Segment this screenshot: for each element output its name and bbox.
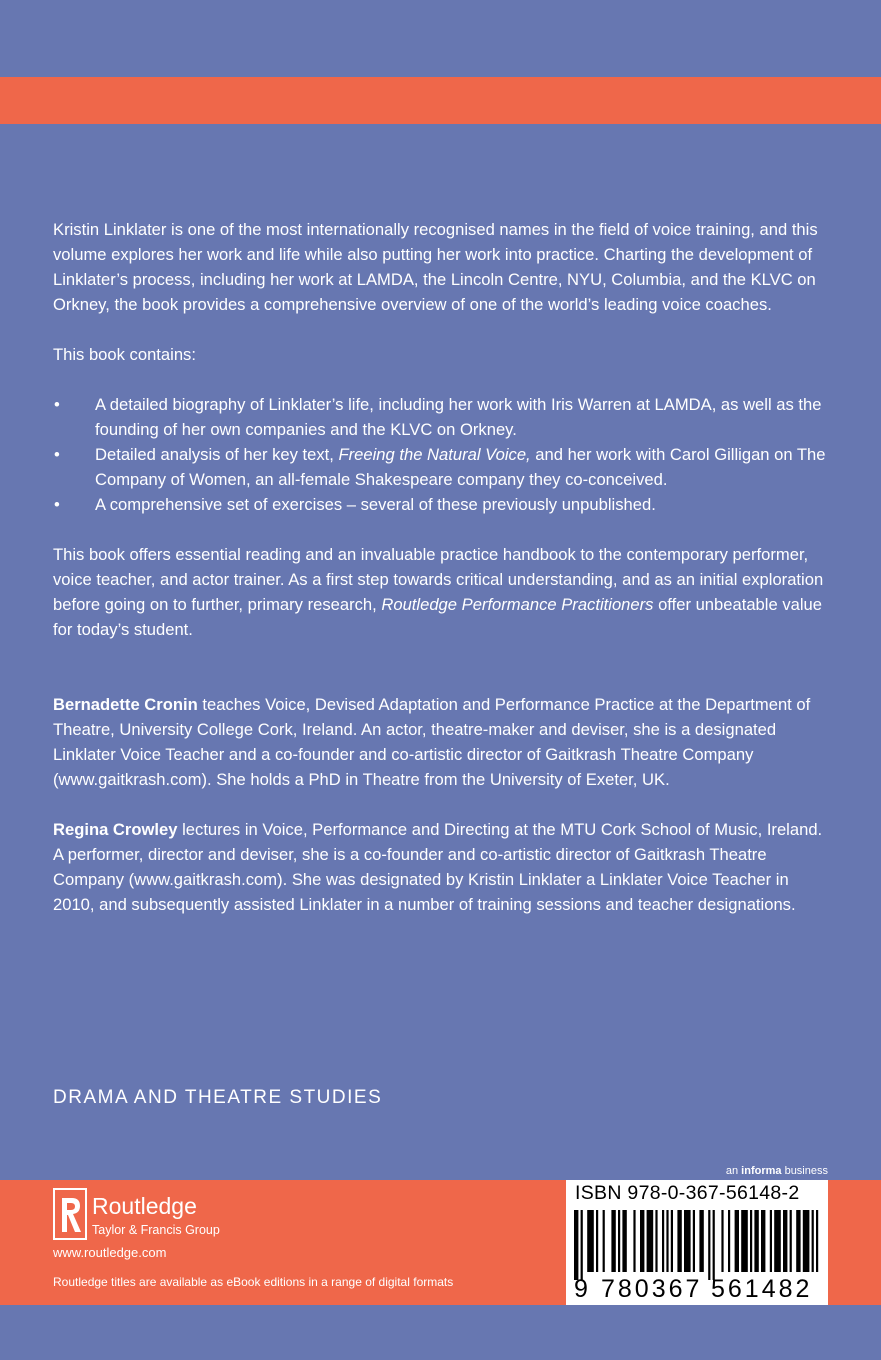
top-color-band bbox=[0, 77, 881, 124]
barcode-bar bbox=[647, 1210, 654, 1272]
barcode-bars bbox=[566, 1210, 828, 1280]
author-bio-cronin-text: teaches Voice, Devised Adaptation and Performance Practice at the Department of Theatre, University College Cork, Ireland. An actor, theatre-maker and deviser, she is a designated Linklater Voice Teacher and a co-founder and co-artistic director of Gaitkrash Theatre Company (www.gaitkrash.com). She holds a PhD in Theatre from the University of Exeter, UK. bbox=[53, 695, 811, 789]
informa-post: business bbox=[781, 1165, 828, 1177]
informa-tagline bbox=[726, 1165, 828, 1177]
barcode-bar bbox=[750, 1210, 752, 1272]
barcode-bar bbox=[812, 1210, 814, 1272]
intro-paragraph: Kristin Linklater is one of the most internationally recognised names in the field of voice training, and this volume explores her work and life while also putting her work into practice. Charting the development of Linklater’s process, including her work at LAMDA, the Lincoln Centre, NYU, Columbia, and the KLVC on Orkney, the book provides a comprehensive overview of one of the world’s leading voice coaches. bbox=[53, 220, 818, 314]
subject-category: DRAMA AND THEATRE STUDIES bbox=[53, 1087, 383, 1108]
barcode-bar bbox=[671, 1210, 673, 1272]
barcode-bar bbox=[655, 1210, 657, 1272]
author-bio-cronin bbox=[53, 692, 828, 792]
barcode-bar bbox=[761, 1210, 765, 1272]
ebook-note: Routledge titles are available as eBook editions in a range of digital formats bbox=[53, 1275, 454, 1289]
barcode-bar bbox=[693, 1210, 695, 1272]
offers-text-post: offer unbeatable value for today’s student. bbox=[53, 595, 822, 639]
bullet-text-3: A comprehensive set of exercises – several of these previously unpublished. bbox=[95, 495, 656, 514]
back-cover-blurb bbox=[53, 217, 828, 917]
list-item bbox=[53, 492, 828, 517]
list-item bbox=[53, 442, 828, 492]
barcode-bar bbox=[640, 1210, 644, 1272]
barcode-bar bbox=[581, 1210, 583, 1280]
informa-bold: informa bbox=[741, 1165, 782, 1177]
contents-list bbox=[53, 392, 828, 517]
barcode-bar bbox=[574, 1210, 578, 1280]
barcode-bar bbox=[662, 1210, 664, 1272]
barcode-digits bbox=[571, 1275, 826, 1303]
barcode-digits-left: 780367 bbox=[601, 1275, 703, 1303]
barcode-bar bbox=[790, 1210, 792, 1272]
publisher-group: Taylor & Francis Group bbox=[92, 1223, 220, 1237]
author-name-cronin: Bernadette Cronin bbox=[53, 695, 198, 714]
barcode-bar bbox=[618, 1210, 620, 1272]
barcode-digit-first: 9 bbox=[574, 1275, 588, 1303]
barcode-bar bbox=[684, 1210, 691, 1272]
author-name-crowley: Regina Crowley bbox=[53, 820, 178, 839]
series-title-italic: Routledge Performance Practitioners bbox=[381, 595, 654, 614]
barcode-bar bbox=[774, 1210, 781, 1272]
barcode-bar bbox=[728, 1210, 730, 1272]
bullet-text-1: A detailed biography of Linklater’s life, including her work with Iris Warren at LAMDA, as well as the founding of her own companies and the KLVC on Orkney. bbox=[95, 395, 822, 439]
publisher-url: www.routledge.com bbox=[53, 1245, 167, 1260]
publisher-name: Routledge bbox=[92, 1193, 197, 1219]
barcode-bar bbox=[708, 1210, 710, 1280]
barcode-bar bbox=[754, 1210, 758, 1272]
bullet-text-2-post: and her work with Carol Gilligan on The Company of Women, an all-female Shakespeare company they co-conceived. bbox=[95, 445, 826, 489]
barcode-bar bbox=[741, 1210, 748, 1272]
barcode-digits-right: 561482 bbox=[711, 1275, 813, 1303]
book-title-italic: Freeing the Natural Voice, bbox=[338, 445, 531, 464]
barcode-bar bbox=[699, 1210, 703, 1272]
contains-heading: This book contains: bbox=[53, 345, 196, 364]
barcode-bar bbox=[596, 1210, 598, 1272]
barcode-bar bbox=[735, 1210, 739, 1272]
barcode-bar bbox=[770, 1210, 772, 1272]
routledge-logo-icon bbox=[53, 1188, 87, 1240]
barcode-bar bbox=[611, 1210, 615, 1272]
barcode-bar bbox=[783, 1210, 787, 1272]
informa-pre: an bbox=[725, 1165, 742, 1177]
barcode-bar bbox=[666, 1210, 668, 1272]
isbn-label: ISBN 978-0-367-56148-2 bbox=[575, 1182, 800, 1204]
barcode-bar bbox=[796, 1210, 800, 1272]
barcode-bar bbox=[622, 1210, 626, 1272]
barcode-bar bbox=[816, 1210, 818, 1272]
offers-paragraph bbox=[53, 542, 828, 642]
barcode-bar bbox=[633, 1210, 635, 1272]
barcode-bar bbox=[677, 1210, 681, 1272]
bullet-text-2-pre: Detailed analysis of her key text, bbox=[95, 445, 339, 464]
barcode-bar bbox=[803, 1210, 810, 1272]
barcode-bar bbox=[603, 1210, 605, 1272]
author-bio-crowley bbox=[53, 817, 828, 917]
isbn-barcode bbox=[566, 1180, 828, 1305]
barcode-bar bbox=[587, 1210, 594, 1272]
list-item bbox=[53, 392, 828, 442]
barcode-bar bbox=[721, 1210, 723, 1272]
barcode-bar bbox=[713, 1210, 715, 1280]
author-bio-crowley-text: lectures in Voice, Performance and Directing at the MTU Cork School of Music, Ireland. A performer, director and deviser, she is a co-founder and co-artistic director of Gaitkrash Theatre Company (www.gaitkrash.com). She was designated by Kristin Linklater a Linklater Voice Teacher in 2010, and subsequently assisted Linklater in a number of training sessions and teacher designations. bbox=[53, 820, 823, 914]
offers-text-pre: This book offers essential reading and an invaluable practice handbook to the contemporary performer, voice teacher, and actor trainer. As a first step towards critical understanding, and as an initial exploration before going on to further, primary research, bbox=[53, 545, 824, 614]
